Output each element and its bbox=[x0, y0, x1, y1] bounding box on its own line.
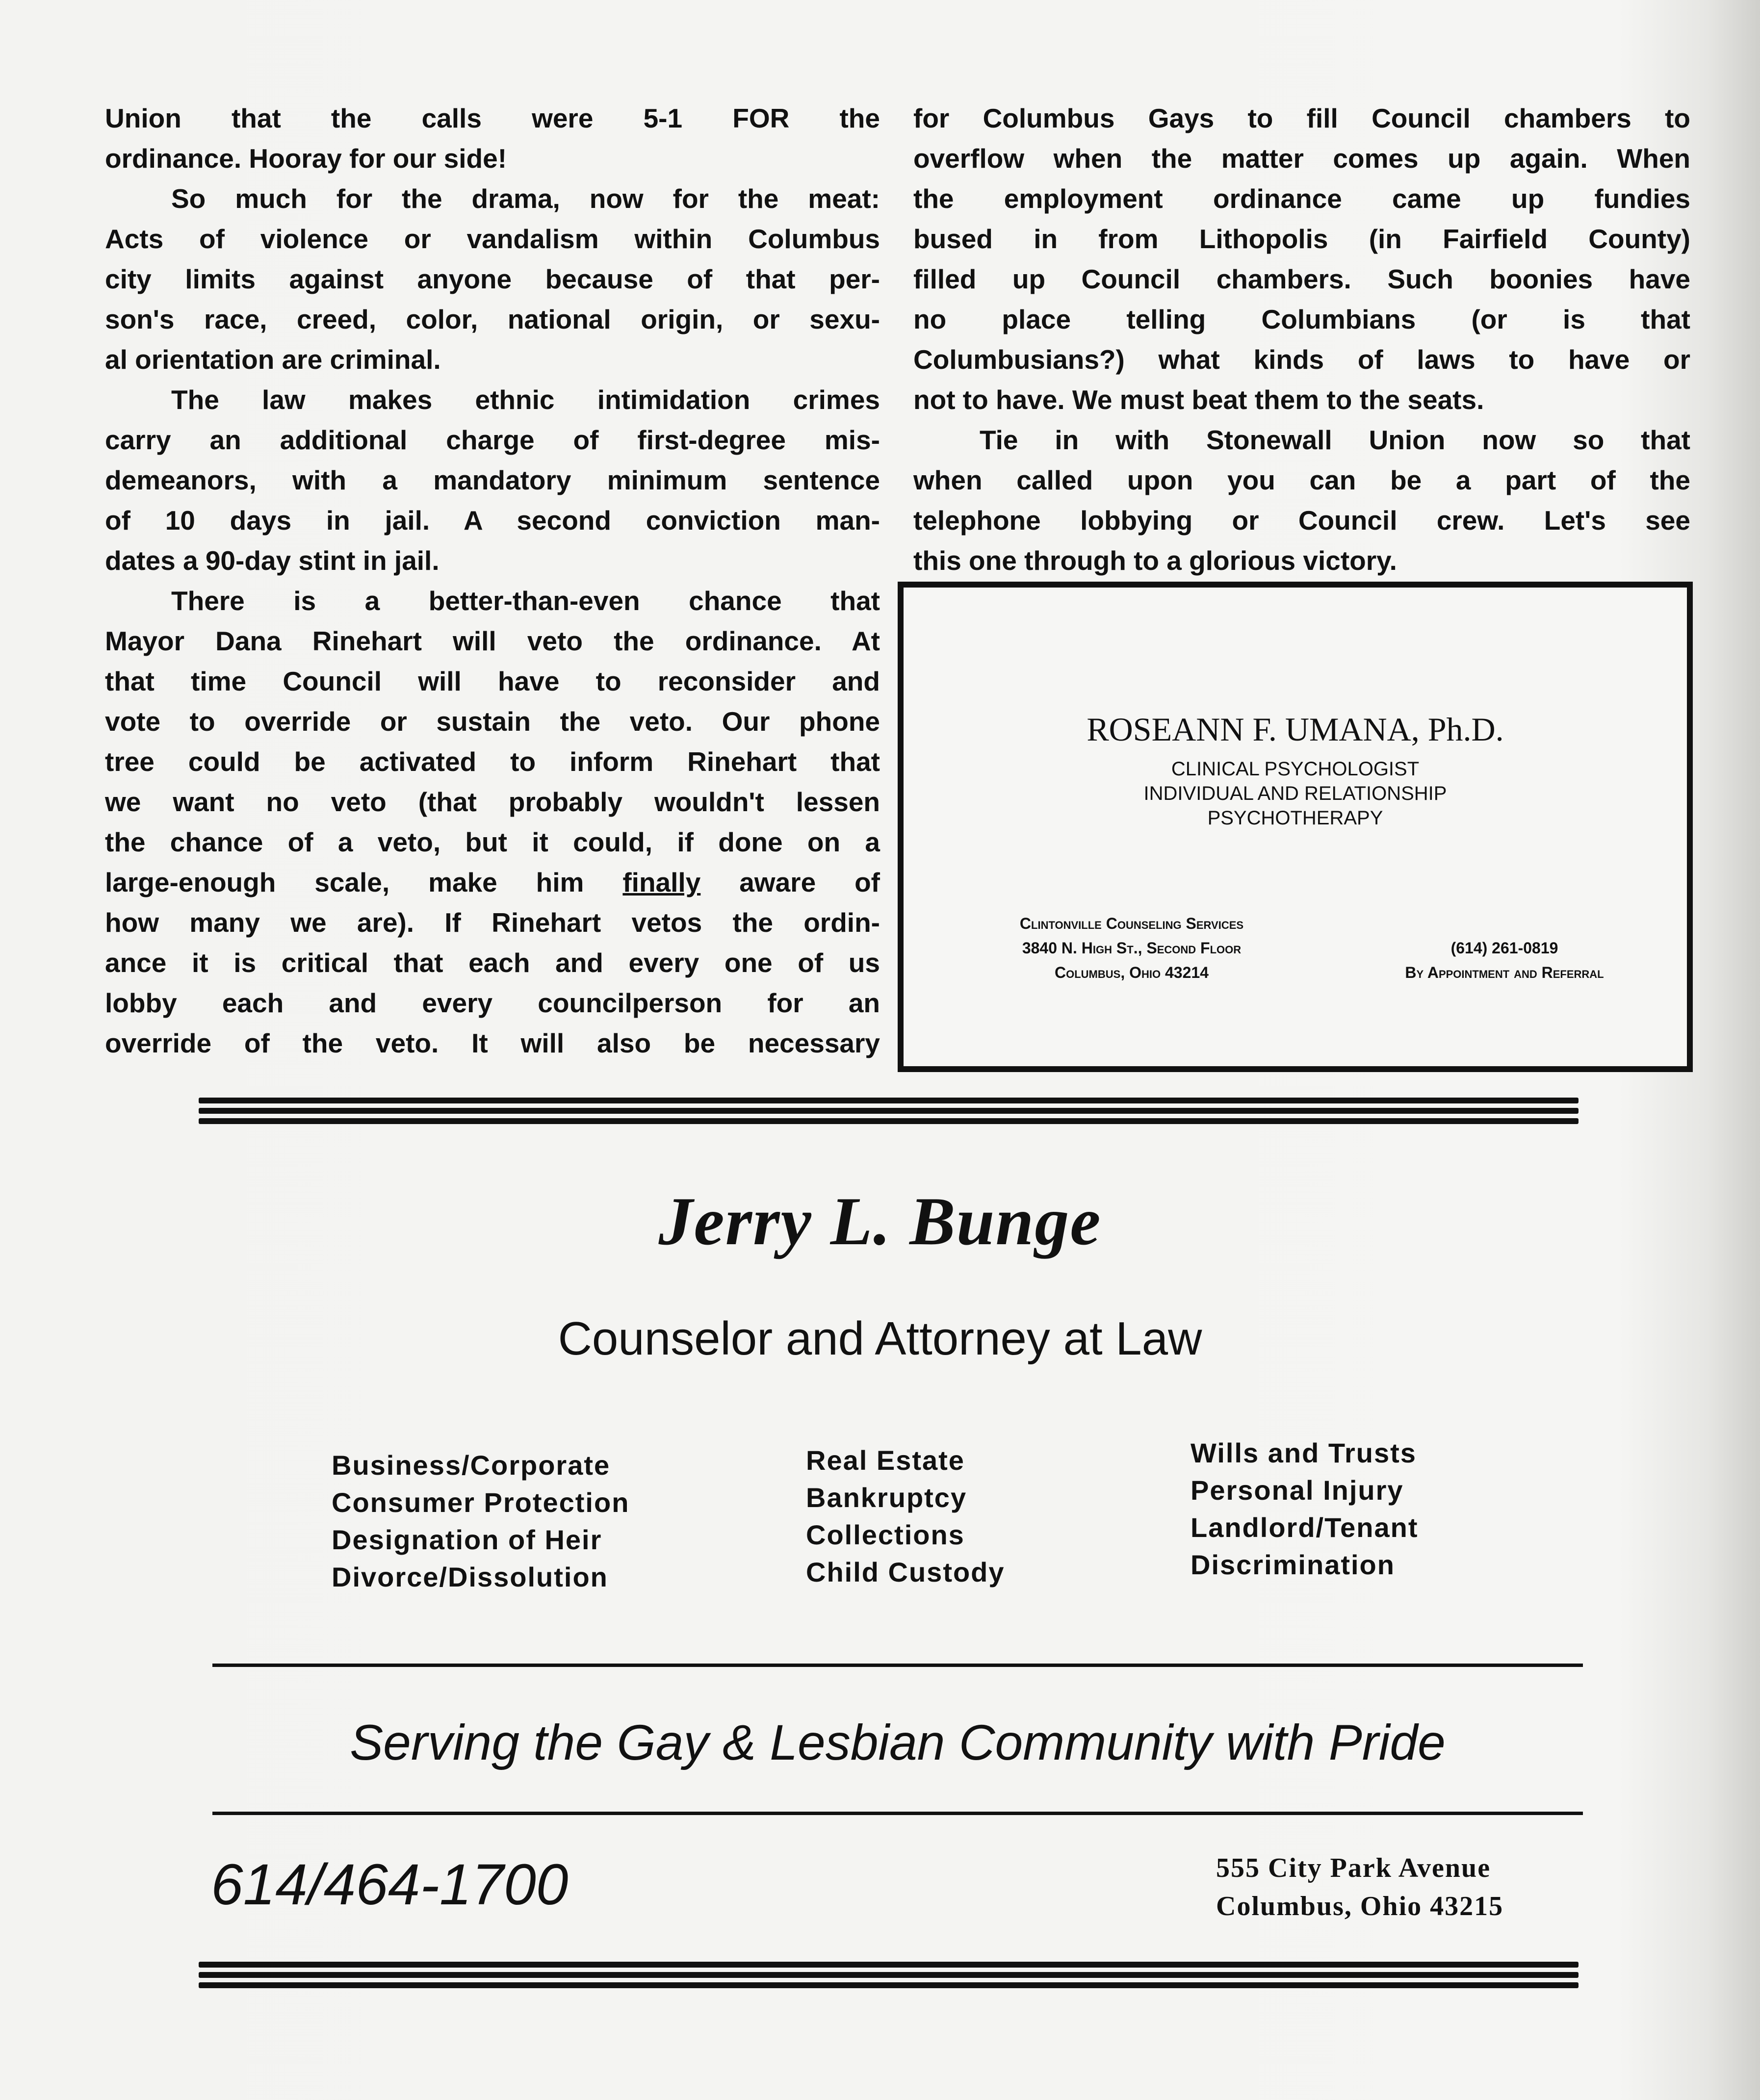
text-segment: aware of bbox=[700, 867, 880, 897]
text-line: demeanors, with a mandatory minimum sentence bbox=[105, 465, 880, 495]
text-line: city limits against anyone because of that per- bbox=[105, 264, 880, 294]
text-line: al orientation are criminal. bbox=[105, 344, 441, 375]
text-line: bused in from Lithopolis (in Fairfield County) bbox=[913, 224, 1690, 254]
divider bbox=[212, 1812, 1583, 1815]
text-line: filled up Council chambers. Such boonies have bbox=[913, 264, 1690, 294]
text-line: when called upon you can be a part of the bbox=[913, 465, 1690, 495]
ad-subtitle: Counselor and Attorney at Law bbox=[558, 1312, 1202, 1365]
text-line: There is a better-than-even chance that bbox=[171, 586, 880, 616]
business-card-umana bbox=[898, 582, 1693, 1072]
practice-item: Divorce/Dissolution bbox=[332, 1562, 608, 1592]
card-specialty: INDIVIDUAL AND RELATIONSHIP bbox=[1143, 783, 1447, 804]
practice-item: Wills and Trusts bbox=[1191, 1437, 1417, 1468]
text-line: overflow when the matter comes up again. When bbox=[913, 143, 1690, 174]
text-line: how many we are). If Rinehart vetos the ordin- bbox=[105, 907, 880, 938]
text-line: override of the veto. It will also be necessary bbox=[105, 1028, 880, 1058]
text-line: lobby each and every councilperson for an bbox=[105, 988, 880, 1018]
text-line: carry an additional charge of first-degree mis- bbox=[105, 425, 880, 455]
text-line: this one through to a glorious victory. bbox=[913, 545, 1397, 576]
card-city: Columbus, Ohio 43214 bbox=[1055, 964, 1209, 981]
text-line: that time Council will have to reconsider and bbox=[105, 666, 880, 696]
article-right-column bbox=[913, 98, 1690, 581]
text-line bbox=[105, 862, 880, 902]
text-line: we want no veto (that probably wouldn't lessen bbox=[105, 787, 880, 817]
text-line: no place telling Columbians (or is that bbox=[913, 304, 1690, 334]
card-phone: (614) 261-0819 bbox=[1450, 939, 1558, 957]
text-line: The law makes ethnic intimidation crimes bbox=[171, 384, 880, 415]
practice-item: Bankruptcy bbox=[806, 1482, 967, 1513]
practice-item: Consumer Protection bbox=[332, 1487, 630, 1518]
practice-list-1 bbox=[332, 1447, 629, 1596]
practice-list-2 bbox=[806, 1442, 1005, 1591]
practice-item: Personal Injury bbox=[1191, 1475, 1404, 1506]
card-street: 3840 N. High St., Second Floor bbox=[1022, 939, 1242, 957]
practice-item: Discrimination bbox=[1191, 1549, 1395, 1580]
practice-item: Collections bbox=[806, 1519, 965, 1550]
divider bbox=[212, 1664, 1583, 1667]
practice-list-3 bbox=[1191, 1434, 1419, 1584]
practice-item: Business/Corporate bbox=[332, 1450, 611, 1481]
card-address bbox=[948, 911, 1316, 985]
card-contact bbox=[1335, 936, 1674, 985]
card-specialty-2: PSYCHOTHERAPY bbox=[1207, 807, 1383, 829]
practice-item: Landlord/Tenant bbox=[1191, 1512, 1419, 1543]
text-segment: large-enough scale, make him bbox=[105, 867, 623, 897]
address-line-2: Columbus, Ohio 43215 bbox=[1216, 1891, 1504, 1921]
ad-phone: 614/464-1700 bbox=[211, 1852, 569, 1917]
text-line: dates a 90-day stint in jail. bbox=[105, 545, 440, 576]
text-line: the employment ordinance came up fundies bbox=[913, 183, 1690, 214]
text-line: of 10 days in jail. A second conviction man- bbox=[105, 505, 880, 536]
text-line: Acts of violence or vandalism within Columbus bbox=[105, 224, 880, 254]
text-line: So much for the drama, now for the meat: bbox=[171, 183, 880, 214]
practice-item: Designation of Heir bbox=[332, 1524, 602, 1555]
underlined-word: finally bbox=[622, 867, 701, 897]
card-note: By Appointment and Referral bbox=[1405, 964, 1604, 981]
text-line: tree could be activated to inform Rinehart that bbox=[105, 746, 880, 777]
bottom-triple-rule bbox=[199, 1962, 1579, 1993]
ad-address bbox=[1216, 1849, 1503, 1925]
article-left-column bbox=[105, 98, 880, 1063]
text-line: ance it is critical that each and every one of us bbox=[105, 948, 880, 978]
text-line: telephone lobbying or Council crew. Let's see bbox=[913, 505, 1690, 536]
text-line: not to have. We must beat them to the seats. bbox=[913, 384, 1484, 415]
text-line: ordinance. Hooray for our side! bbox=[105, 143, 507, 174]
text-line: son's race, creed, color, national origin, or sexu- bbox=[105, 304, 880, 334]
text-line: the chance of a veto, but it could, if done on a bbox=[105, 827, 880, 857]
card-name: ROSEANN F. UMANA, Ph.D. bbox=[1087, 711, 1504, 748]
ad-title: Jerry L. Bunge bbox=[658, 1183, 1102, 1259]
text-line: Columbusians?) what kinds of laws to have or bbox=[913, 344, 1690, 375]
ad-tagline: Serving the Gay & Lesbian Community with Pride bbox=[350, 1715, 1446, 1770]
text-line: Union that the calls were 5-1 FOR the bbox=[105, 103, 880, 133]
address-line-1: 555 City Park Avenue bbox=[1216, 1853, 1491, 1883]
text-line: Tie in with Stonewall Union now so that bbox=[980, 425, 1690, 455]
practice-item: Child Custody bbox=[806, 1557, 1005, 1588]
card-title: CLINICAL PSYCHOLOGIST bbox=[1171, 758, 1420, 780]
card-org: Clintonville Counseling Services bbox=[1019, 915, 1244, 932]
text-line: vote to override or sustain the veto. Our phone bbox=[105, 706, 880, 737]
practice-item: Real Estate bbox=[806, 1445, 965, 1476]
text-line: Mayor Dana Rinehart will veto the ordinance. At bbox=[105, 626, 880, 656]
text-line: for Columbus Gays to fill Council chambers to bbox=[913, 103, 1690, 133]
top-triple-rule bbox=[199, 1098, 1579, 1128]
